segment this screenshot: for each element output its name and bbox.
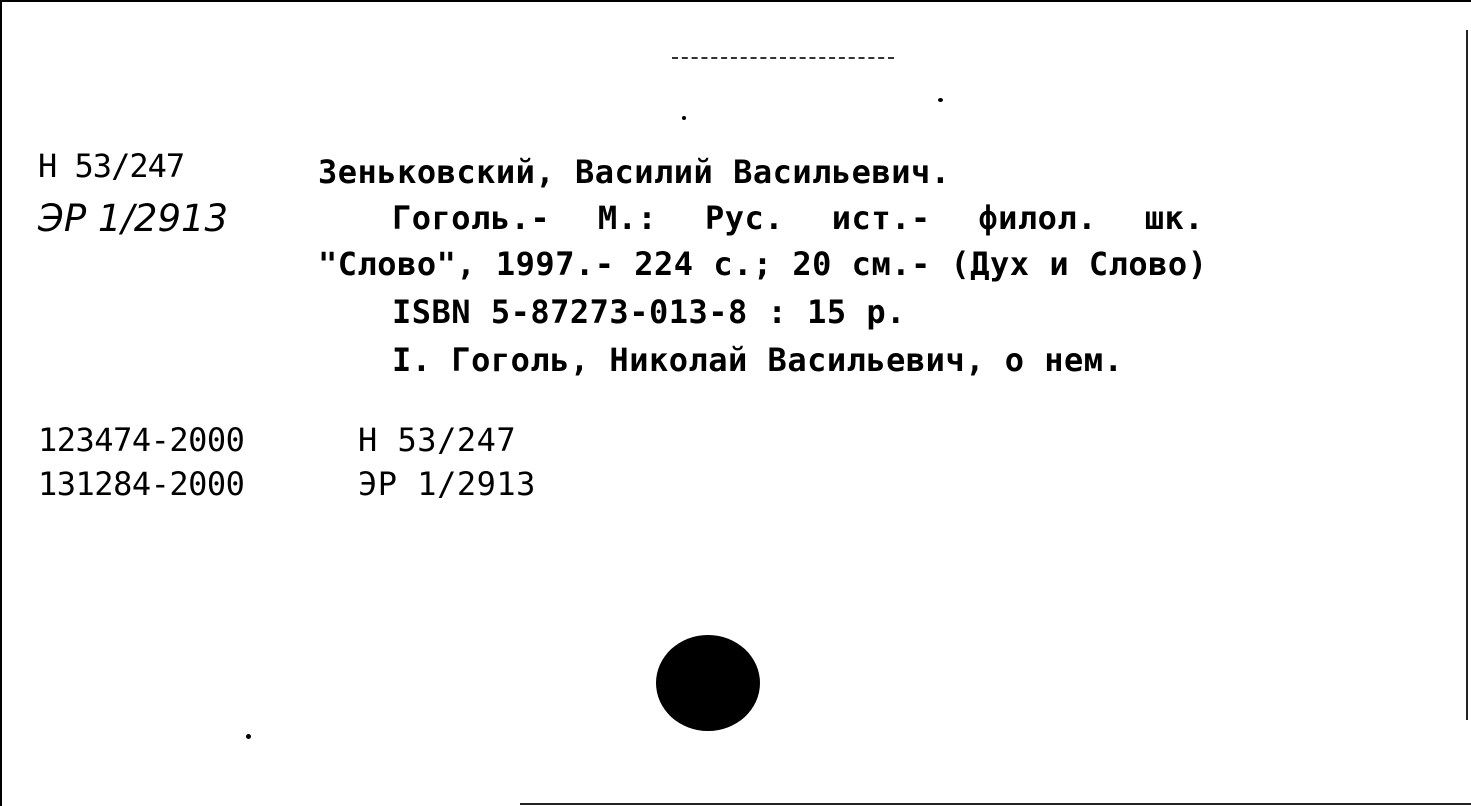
author-heading: Зеньковский, Василий Васильевич. (318, 153, 951, 191)
speck (682, 116, 686, 120)
top-dashed-rule (672, 57, 894, 59)
inventory-shelfmark: ЭР 1/2913 (358, 465, 536, 503)
title-line-2: "Слово", 1997.- 224 с.; 20 см.- (Дух и Слово) (318, 245, 1208, 283)
isbn-line: ISBN 5-87273-013-8 : 15 р. (392, 293, 906, 331)
card-edge-bottom (520, 803, 1471, 805)
punched-hole (656, 635, 760, 731)
subject-line: I. Гоголь, Николай Васильевич, о нем. (392, 341, 1124, 379)
card-edge-right (1466, 30, 1468, 720)
inventory-shelfmark: Н 53/247 (358, 421, 517, 459)
inventory-number: 131284-2000 (38, 465, 245, 503)
shelfmark-handwritten: ЭР 1/2913 (38, 197, 229, 240)
speck (938, 98, 943, 102)
card-edge-top (0, 0, 1471, 2)
inventory-number: 123474-2000 (38, 421, 245, 459)
shelfmark-primary: Н 53/247 (38, 147, 185, 185)
card-edge-left (0, 0, 2, 806)
speck (246, 734, 251, 739)
title-line-1: Гоголь.- М.: Рус. ист.- филол. шк. (392, 199, 1205, 237)
